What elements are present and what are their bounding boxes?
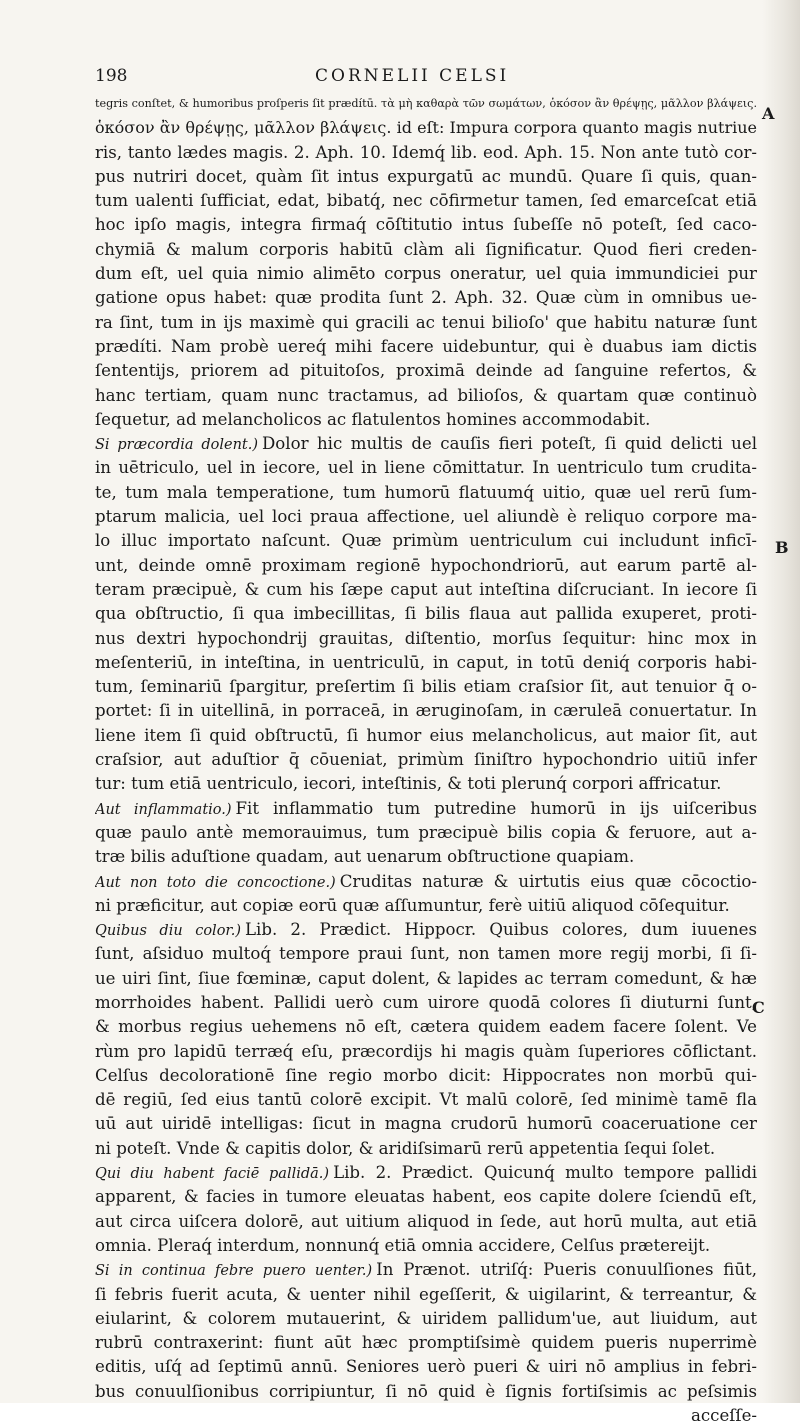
line-text: uū aut uiridē intelligas: ſicut in magna crudorū humorū coaceruatione cer <box>95 1114 757 1134</box>
line-text: gatione opus habet: quæ prodita ſunt 2. Aph. 32. Quæ cùm in omnibus ue- <box>95 288 757 308</box>
text-line <box>95 92 757 116</box>
line-text: Cruditas naturæ & uirtutis eius quæ cōcoctio- <box>339 871 757 891</box>
line-text: træ bilis aduſtione quadam, aut uenarum obſtructione quapiam. <box>95 847 635 867</box>
text-line <box>95 141 757 165</box>
line-text: hoc ipſo magis, integra firmaq́ cōſtitutio intus ſubeſſe nō poteſt, ſed caco- <box>95 215 757 235</box>
text-line <box>95 1380 757 1404</box>
text-line <box>95 213 757 237</box>
line-text: ue uiri ſint, ſiue fœminæ, caput dolent, & lapides ac terram comedunt, & hæ <box>95 968 757 988</box>
text-line <box>95 1258 757 1282</box>
line-text: Lib. 2. Prædict. Hippocr. Quibus colores, dum iuuenes <box>245 920 757 940</box>
line-text: in uētriculo, uel in iecore, uel in liene cōmittatur. In uentriculo tum crudita- <box>95 458 757 478</box>
text-line <box>95 286 757 310</box>
text-line <box>95 967 757 991</box>
page-gutter-edge <box>762 0 800 1403</box>
text-line <box>95 116 757 140</box>
line-text: lo illuc importato naſcunt. Quæ primùm uentriculum cui includunt inficī- <box>95 531 757 551</box>
text-line <box>95 894 757 918</box>
text-line <box>95 1088 757 1112</box>
text-line <box>95 1161 757 1185</box>
text-line <box>95 724 757 748</box>
line-text: tum, ſeminariū ſpargitur, preſertim ſi bilis etiam craſsior ſit, aut tenuior q̄ o- <box>95 677 757 697</box>
text-line <box>95 748 757 772</box>
text-line <box>95 699 757 723</box>
text-line <box>95 505 757 529</box>
text-line <box>95 1307 757 1331</box>
lemma-heading: Aut inflammatio.) <box>95 801 232 818</box>
text-line <box>95 189 757 213</box>
text-line <box>95 408 757 432</box>
text-line <box>95 797 757 821</box>
line-text: ſunt, aſsiduo multoq́ tempore praui ſunt, non tamen more regij morbi, ſi ſi- <box>95 944 757 964</box>
line-text: & morbus regius uehemens nō eſt, cætera quidem eadem facere ſolent. Ve <box>95 1017 757 1037</box>
line-text: ris, tanto lædes magis. 2. Aph. 10. Idemq́ lib. eod. Aph. 15. Non ante tutò cor- <box>95 142 757 162</box>
line-text: dē regiū, ſed eius tantū colorē excipit. Vt malū colorē, ſed minimè tamē fla <box>95 1090 757 1110</box>
margin-letter-b: B <box>775 538 789 557</box>
text-line <box>95 311 757 335</box>
line-text: ni poteſt. Vnde & capitis dolor, & aridiſsimarū rerū appetentia ſequi ſolet. <box>95 1138 716 1158</box>
line-text: rùm pro lapidū terræq́ eſu, præcordijs hi magis quàm ſuperiores cōflictant. <box>95 1041 757 1061</box>
text-line <box>95 262 757 286</box>
text-line <box>95 1137 757 1161</box>
line-text: craſsior, aut aduſtior q̄ cōueniat, primùm ſiniſtro hypochondrio uitiū infer <box>95 750 757 770</box>
line-text: morrhoides habent. Pallidi uerò cum uirore quodā colores ſi diuturni ſunt, <box>95 992 757 1012</box>
line-text: te, tum mala temperatione, tum humorū flatuumq́ uitio, quæ uel rerū ſum- <box>95 482 757 502</box>
text-line <box>95 1283 757 1307</box>
text-line <box>95 1210 757 1234</box>
text-line <box>95 870 757 894</box>
text-line <box>95 554 757 578</box>
line-text: rubrū contraxerint: fiunt aūt hæc promptiſsimè quidem pueris nuperrimè <box>95 1333 757 1353</box>
line-text: bus conuulſionibus corripiuntur, ſi nō quid è ſignis fortiſsimis ac peſsimis <box>95 1381 757 1401</box>
line-text: aut circa uiſcera dolorē, aut uitium aliquod in ſede, aut horū multa, aut etiā <box>95 1211 757 1231</box>
line-text: portet: ſi in uitellinā, in porraceā, in æruginoſam, in cæruleā conuertatur. In <box>95 701 757 721</box>
text-line <box>95 627 757 651</box>
lemma-heading: Si præcordia dolent.) <box>95 437 258 454</box>
line-text: qua obſtructio, ſi qua imbecillitas, ſi bilis flaua aut pallida exuperet, proti- <box>95 604 757 624</box>
line-text: eiularint, & colorem mutauerint, & uiridem pallidum'ue, aut liuidum, aut <box>95 1308 757 1328</box>
line-text: teram præcipuè, & cum his ſæpe caput aut inteſtina diſcruciant. In iecore ſi <box>95 579 757 599</box>
line-text: liene item ſi quid obſtructū, ſi humor eius melancholicus, aut maior ſit, aut <box>95 725 757 745</box>
text-line <box>95 821 757 845</box>
lemma-heading: Aut non toto die concoctione.) <box>95 874 336 891</box>
page-number: 198 <box>95 66 128 86</box>
text-line <box>95 675 757 699</box>
line-text: quæ paulo antè memorauimus, tum præcipuè bilis copia & feruore, aut a- <box>95 822 757 842</box>
running-header <box>95 66 755 90</box>
text-line <box>95 359 757 383</box>
line-text: prædíti. Nam probè uereq́ mihi facere uidebuntur, qui è duabus iam dictis <box>95 336 757 356</box>
line-text: Dolor hic multis de cauſis fieri poteſt, ſi quid delicti uel <box>262 434 757 454</box>
line-text: ὁκόσον ἂν θρέψῃς, μᾶλλον βλάψεις. id eſt: Impura corpora quanto magis nutriue <box>95 118 757 138</box>
line-text: nus dextri hypochondrij grauitas, diſtentio, morſus ſequitur: hinc mox in <box>95 628 757 648</box>
line-text: chymiā & malum corporis habitū clàm ali ſignificatur. Quod fieri creden- <box>95 239 757 259</box>
line-text: omnia. Pleraq́ interdum, nonnunq́ etiā omnia accidere, Celſus prætereijt. <box>95 1235 711 1255</box>
lemma-heading: Si in continua febre puero uenter.) <box>95 1263 373 1280</box>
running-title: CORNELII CELSI <box>315 66 510 86</box>
text-line <box>95 772 757 796</box>
line-text: ptarum malicia, uel loci praua affectione, uel aliundè è reliquo corpore ma- <box>95 507 757 527</box>
text-line <box>95 942 757 966</box>
text-line <box>95 845 757 869</box>
line-text: tur: tum etiā uentriculo, iecori, inteſtinis, & toti plerunq́ corpori affricatur. <box>95 774 722 794</box>
text-line <box>95 481 757 505</box>
text-line <box>95 651 757 675</box>
text-line <box>95 918 757 942</box>
text-line <box>95 1185 757 1209</box>
text-line <box>95 1355 757 1379</box>
line-text: ni præficitur, aut copiæ eorū quæ aſſumuntur, ferè uitiū aliquod cōſequitur. <box>95 895 730 915</box>
text-line <box>95 432 757 456</box>
text-line <box>95 1112 757 1136</box>
line-text: ſententijs, priorem ad pituitoſos, proximā deinde ad ſanguine refertos, & <box>95 361 757 381</box>
text-line <box>95 456 757 480</box>
lemma-heading: Quibus diu color.) <box>95 923 242 940</box>
line-text: meſenteriū, in inteſtina, in uentriculū, in caput, in totū deniq́ corporis habi- <box>95 652 757 672</box>
body-text <box>95 92 757 1428</box>
text-line <box>95 529 757 553</box>
text-line <box>95 238 757 262</box>
line-text: Lib. 2. Prædict. Quicunq́ multo tempore pallidi <box>333 1163 757 1183</box>
text-line <box>95 1234 757 1258</box>
text-line <box>95 1040 757 1064</box>
text-line <box>95 991 757 1015</box>
line-text: apparent, & facies in tumore eleuatas habent, eos capite dolere ſciendū eſt, <box>95 1187 757 1207</box>
line-text: tum ualenti ſufficiat, edat, bibatq́, nec cōfirmetur tamen, ſed emarceſcat etiā <box>95 191 757 211</box>
line-text: pus nutriri docet, quàm ſit intus expurgatū ac mundū. Quare ſi quis, quan- <box>95 166 757 186</box>
text-line <box>95 1331 757 1355</box>
line-text: ſequetur, ad melancholicos ac flatulentos homines accommodabit. <box>95 409 651 429</box>
line-text: Celſus decolorationē ſine regio morbo dicit: Hippocrates non morbū qui- <box>95 1065 757 1085</box>
text-line <box>95 578 757 602</box>
text-line <box>95 1404 757 1428</box>
line-text: acceſſe- <box>690 1406 757 1426</box>
line-text: unt, deinde omnē proximam regionē hypochondriorū, aut earum partē al- <box>95 555 757 575</box>
text-line <box>95 602 757 626</box>
text-line <box>95 1064 757 1088</box>
line-text: editis, uſq́ ad ſeptimū annū. Seniores uerò pueri & uiri nō amplius in febri- <box>95 1357 757 1377</box>
text-line <box>95 384 757 408</box>
line-text: dum eſt, uel quia nimio alimēto corpus oneratur, uel quia immundiciei pur <box>95 264 757 284</box>
line-text: hanc tertiam, quam nunc tractamus, ad bilioſos, & quartam quæ continuò <box>95 385 757 405</box>
lemma-heading: Qui diu habent faciē pallidā.) <box>95 1166 330 1183</box>
line-text: ra ſint, tum in ijs maximè qui gracili ac tenui bilioſo' que habitu naturæ ſunt <box>95 312 757 332</box>
line-text: ſi febris fuerit acuta, & uenter nihil egeſſerit, & uigilarint, & terreantur, & <box>95 1284 757 1304</box>
text-line <box>95 165 757 189</box>
line-text: In Prænot. utriſq́: Pueris conuulſiones fiūt, <box>376 1260 757 1280</box>
margin-letter-a: A <box>762 104 775 123</box>
margin-letter-c: C <box>752 998 765 1017</box>
line-text: tegris conſtet, & humoribus proſperis ſit prædítū. τὰ μὴ καθαρὰ τῶν σωμάτων, ὁκόσον ἂν θρέψῃς, μᾶλλον βλάψεις. <box>95 97 757 110</box>
text-line <box>95 1015 757 1039</box>
text-line <box>95 335 757 359</box>
line-text: Fit inflammatio tum putredine humorū in ijs uiſceribus <box>235 798 757 818</box>
